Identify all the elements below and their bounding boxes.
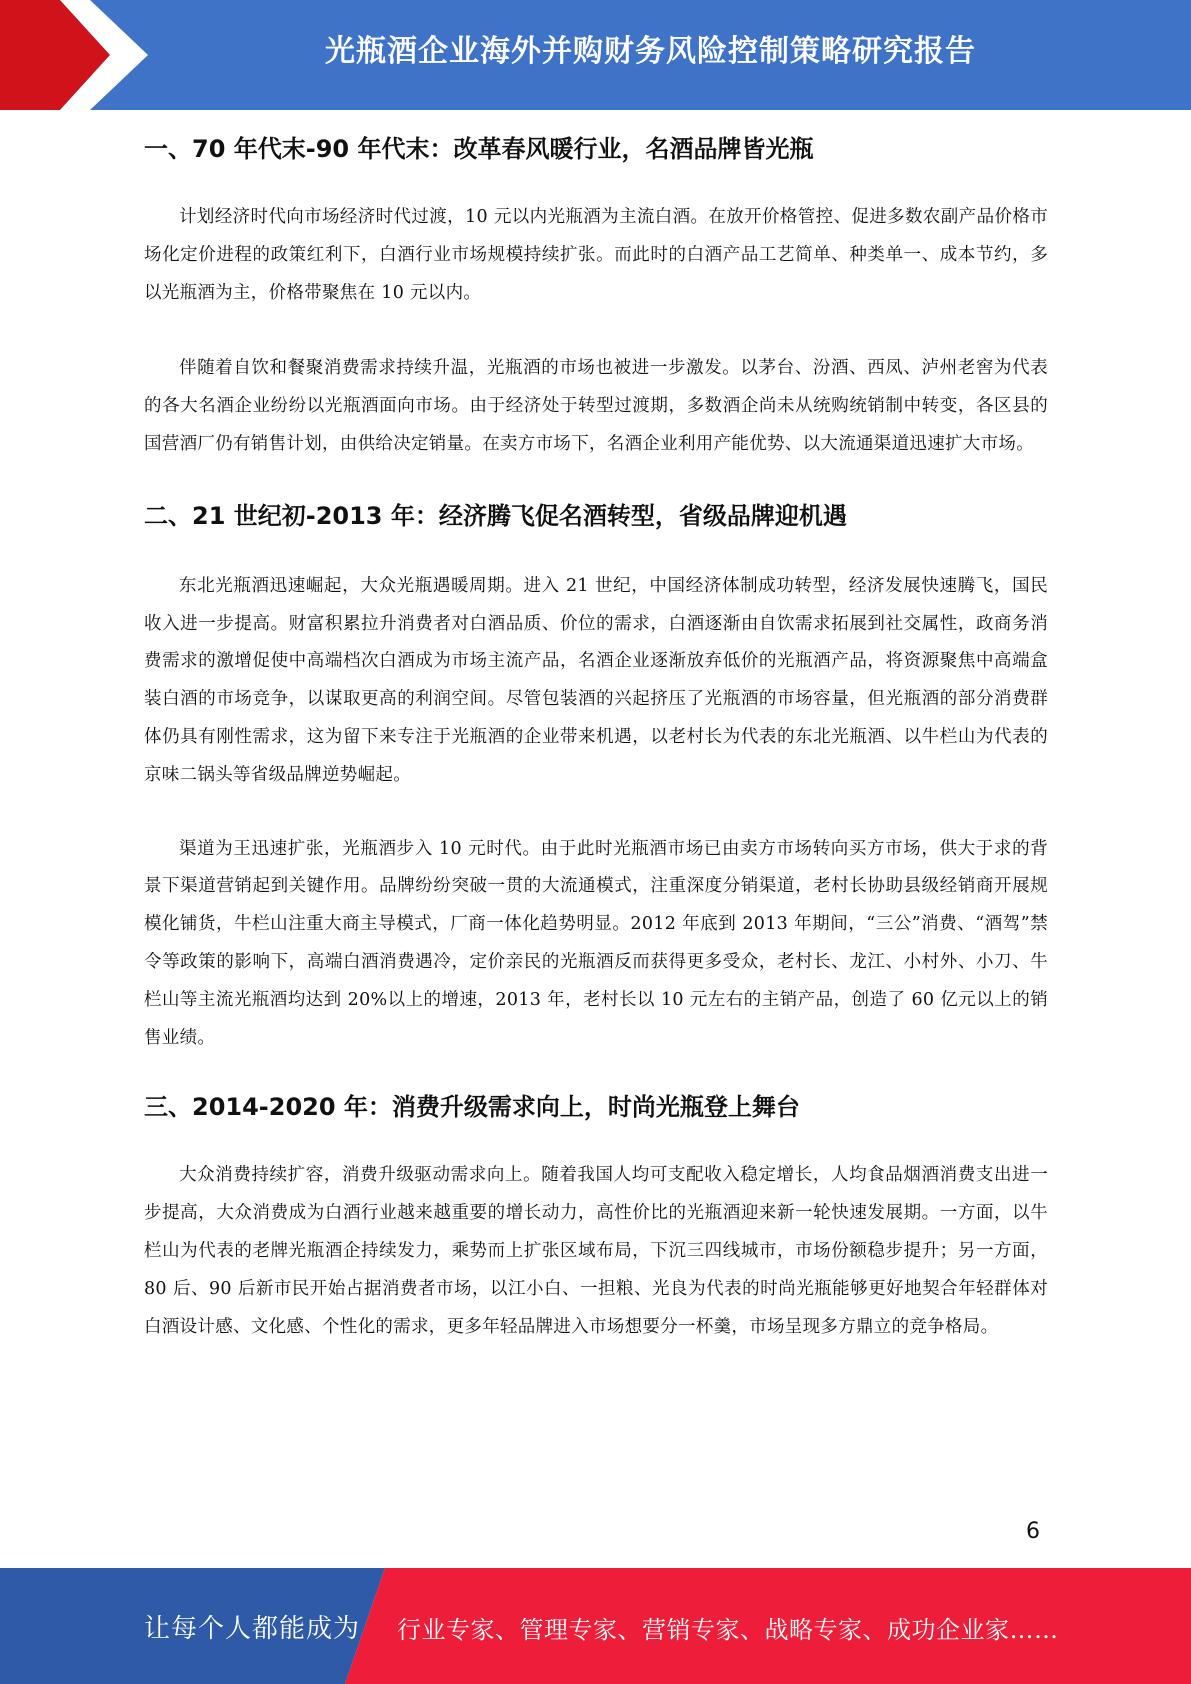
paragraph: 渠道为王迅速扩张，光瓶酒步入 10 元时代。由于此时光瓶酒市场已由卖方市场转向买方市场，供大于求的背景下渠道营销起到关键作用。品牌纷纷突破一贯的大流通模式，注重深度分销渠道，老村长协助县级经销商开展规模化铺货，牛栏山注重大商主导模式，厂商一体化趋势明显。2012 年底到 2013 年期间，“三公”消费、“酒驾”禁令等政策的影响下，高端白酒消费遇冷，定价亲民的光瓶酒反而获得更多受众，老村长、龙江、小村外、小刀、牛栏山等主流光瓶酒均达到 20%以上的增速，2013 年，老村长以 10 元左右的主销产品，创造了 60 亿元以上的销售业绩。: [144, 838, 1048, 1048]
page-number: 6: [1026, 1519, 1040, 1544]
report-title: 光瓶酒企业海外并购财务风险控制策略研究报告: [325, 34, 976, 69]
footer-banner: [0, 1568, 1191, 1684]
paragraph: 伴随着自饮和餐聚消费需求持续升温，光瓶酒的市场也被进一步激发。以茅台、汾酒、西凤、泸州老窖为代表的各大名酒企业纷纷以光瓶酒面向市场。由于经济处于转型过渡期，多数酒企尚未从统购统销制中转变，各区县的国营酒厂仍有销售计划，由供给决定销量。在卖方市场下，名酒企业利用产能优势、以大流通渠道迅速扩大市场。: [144, 358, 1048, 454]
paragraph: 东北光瓶酒迅速崛起，大众光瓶遇暖周期。进入 21 世纪，中国经济体制成功转型，经济发展快速腾飞，国民收入进一步提高。财富积累拉升消费者对白酒品质、价位的需求，白酒逐渐由自饮需求拓展到社交属性，政商务消费需求的激增促使中高端档次白酒成为市场主流产品，名酒企业逐渐放弃低价的光瓶酒产品，将资源聚焦中高端盒装白酒的市场竞争，以谋取更高的利润空间。尽管包装酒的兴起挤压了光瓶酒的市场容量，但光瓶酒的部分消费群体仍具有刚性需求，这为留下来专注于光瓶酒的企业带来机遇，以老村长为代表的东北光瓶酒、以牛栏山为代表的京味二锅头等省级品牌逆势崛起。: [144, 575, 1048, 785]
header-banner: [0, 0, 1191, 110]
footer-slogan-left: 让每个人都能成为: [144, 1614, 361, 1644]
paragraph: 计划经济时代向市场经济时代过渡，10 元以内光瓶酒为主流白酒。在放开价格管控、促进多数农副产品价格市场化定价进程的政策红利下，白酒行业市场规模持续扩张。而此时的白酒产品工艺简单、种类单一、成本节约，多以光瓶酒为主，价格带聚焦在 10 元以内。: [144, 207, 1048, 303]
paragraph: 大众消费持续扩容，消费升级驱动需求向上。随着我国人均可支配收入稳定增长，人均食品烟酒消费支出进一步提高，大众消费成为白酒行业越来越重要的增长动力，高性价比的光瓶酒迎来新一轮快速发展期。一方面，以牛栏山为代表的老牌光瓶酒企持续发力，乘势而上扩张区域布局，下沉三四线城市，市场份额稳步提升；另一方面，80 后、90 后新市民开始占据消费者市场，以江小白、一担粮、光良为代表的时尚光瓶能够更好地契合年轻群体对白酒设计感、文化感、个性化的需求，更多年轻品牌进入市场想要分一杯羹，市场呈现多方鼎立的竞争格局。: [144, 1165, 1048, 1337]
section-heading-2: 二、21 世纪初-2013 年：经济腾飞促名酒转型，省级品牌迎机遇: [144, 501, 847, 530]
section-heading-3: 三、2014-2020 年：消费升级需求向上，时尚光瓶登上舞台: [144, 1093, 800, 1122]
main-content: [144, 127, 1048, 1346]
section-heading-1: 一、70 年代末-90 年代末：改革春风暖行业，名酒品牌皆光瓶: [144, 135, 814, 163]
footer-slogan-right: 行业专家、管理专家、营销专家、战略专家、成功企业家……: [397, 1616, 1059, 1644]
